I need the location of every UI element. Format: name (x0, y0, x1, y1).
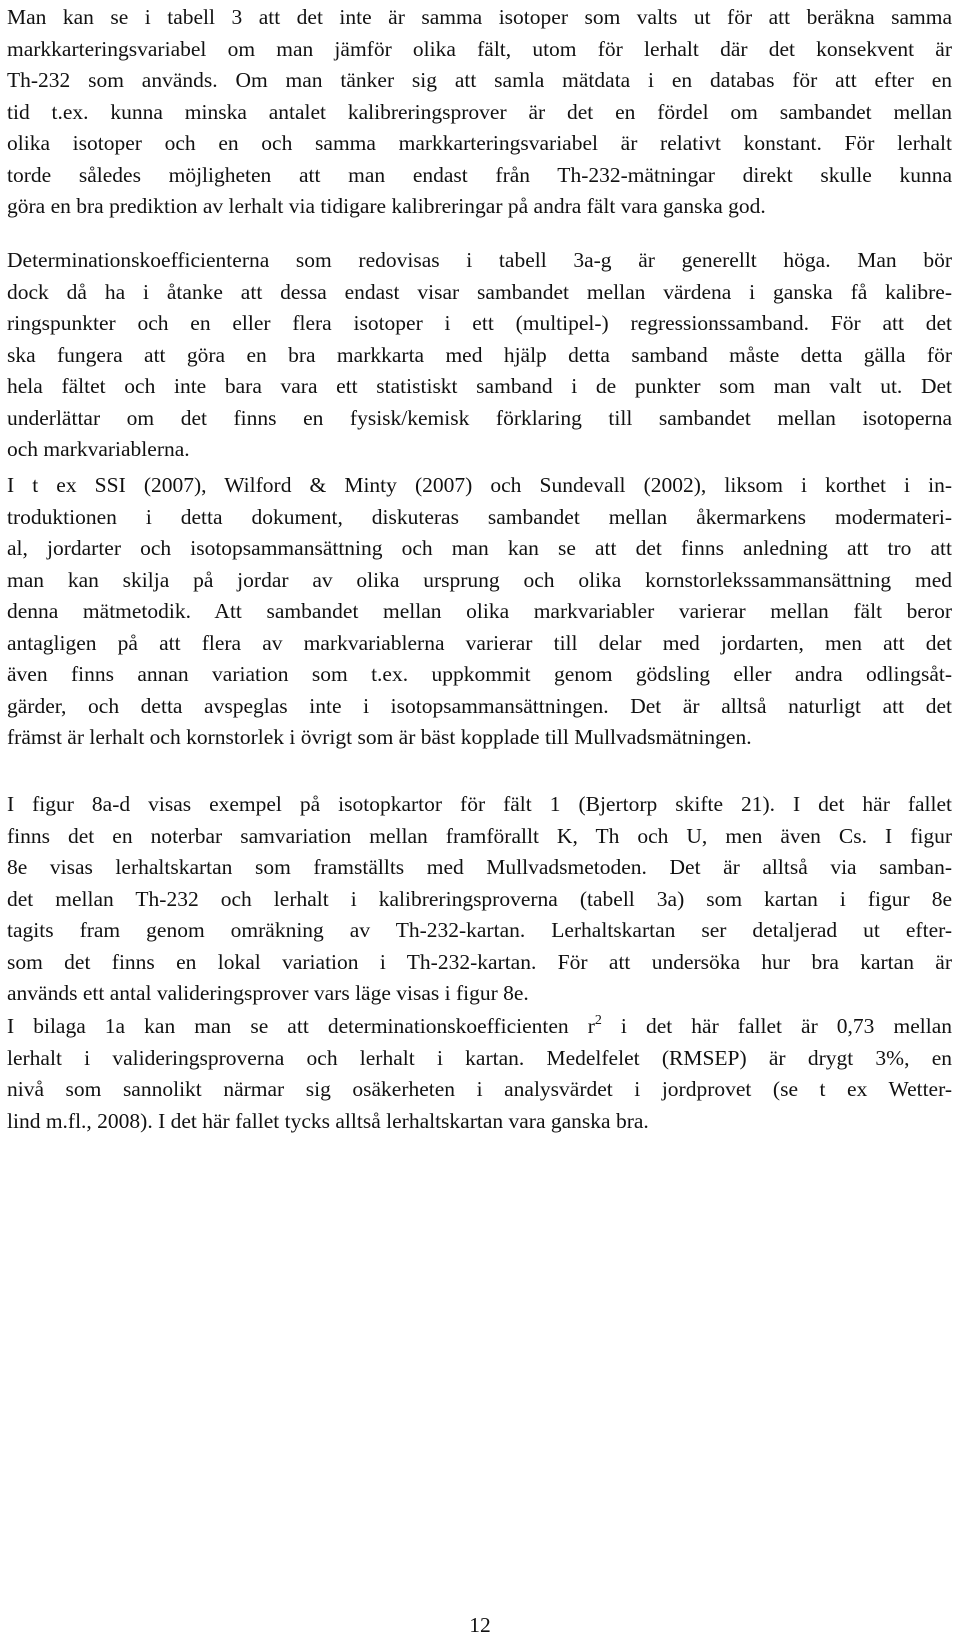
text-line: I t ex SSI (2007), Wilford & Minty (2007) och Sundevall (2002), liksom i korthet i in- (7, 473, 952, 497)
text-line: Th-232 som används. Om man tänker sig att samla mätdata i en databas för att efter en (7, 68, 952, 92)
text-line: nivå som sannolikt närmar sig osäkerheten i analysvärdet i jordprovet (se t ex Wetter- (7, 1077, 952, 1101)
text-line: olika isotoper och en och samma markkarteringsvariabel är relativt konstant. För lerhalt (7, 131, 952, 155)
text-segment: i det här fallet är 0,73 mellan (601, 1014, 952, 1038)
text-line: det mellan Th-232 och lerhalt i kalibreringsproverna (tabell 3a) som kartan i figur 8e (7, 886, 952, 911)
superscript: 2 (594, 1013, 602, 1028)
text-line: och markvariablerna. (7, 437, 190, 461)
text-line: man kan skilja på jordar av olika ursprung och olika kornstorlekssammansättning med (7, 567, 952, 592)
text-line: används ett antal valideringsprover vars läge visas i figur 8e. (7, 981, 529, 1005)
text-line: Determinationskoefficienterna som redovisas i tabell 3a-g är generellt höga. Man bör (7, 248, 952, 272)
text-line: al, jordarter och isotopsammansättning och man kan se att det finns anledning att tro att (7, 536, 952, 560)
text-line: markkarteringsvariabel om man jämför olika fält, utom för lerhalt där det konsekvent är (7, 36, 952, 61)
text-line: 8e visas lerhaltskartan som framställts med Mullvadsmetoden. Det är alltså via samban- (7, 855, 952, 879)
paragraph-literature-discussion (7, 470, 952, 754)
text-line: lind m.fl., 2008). I det här fallet tycks alltså lerhaltskartan vara ganska bra. (7, 1108, 649, 1133)
text-line: ska fungera att göra en bra markkarta med hjälp detta samband måste detta gälla för (7, 342, 952, 367)
text-line: lerhalt i valideringsproverna och lerhalt i kartan. Medelfelet (RMSEP) är drygt 3%, en (7, 1045, 952, 1070)
paragraph-isotope-selection (7, 2, 952, 223)
text-line: Man kan se i tabell 3 att det inte är samma isotoper som valts ut för att beräkna samma (7, 5, 952, 29)
text-line: denna mätmetodik. Att sambandet mellan olika markvariabler varierar mellan fält beror (7, 599, 952, 623)
text-line: troduktionen i detta dokument, diskuteras sambandet mellan åkermarkens modermateri- (7, 504, 952, 529)
text-line: torde således möjligheten att man endast från Th-232-mätningar direkt skulle kunna (7, 162, 952, 187)
text-line: dock då ha i åtanke att dessa endast visar sambandet mellan värdena i ganska få kalibre- (7, 279, 952, 304)
text-line: antagligen på att flera av markvariablerna varierar till delar med jordarten, men att det (7, 630, 952, 655)
text-line: finns det en noterbar samvariation mellan framförallt K, Th och U, men även Cs. I figur (7, 823, 952, 848)
text-line: underlättar om det finns en fysisk/kemisk förklaring till sambandet mellan isotoperna (7, 405, 952, 430)
text-segment: I bilaga 1a kan man se att determinationskoefficienten r (7, 1014, 595, 1038)
text-line: främst är lerhalt och kornstorlek i övrigt som är bäst kopplade till Mullvadsmätningen. (7, 725, 752, 749)
paragraph-appendix-validation (7, 1011, 952, 1137)
page-number: 12 (469, 1613, 491, 1637)
text-line: även finns annan variation som t.ex. uppkommit genom gödsling eller andra odlingsåt- (7, 662, 952, 686)
text-line: I figur 8a-d visas exempel på isotopkartor för fält 1 (Bjertorp skifte 21). I det här fallet (7, 792, 952, 816)
text-line: tagits fram genom omräkning av Th-232-kartan. Lerhaltskartan ser detaljerad ut efter- (7, 918, 952, 942)
text-line: gärder, och detta avspeglas inte i isotopsammansättningen. Det är alltså naturligt att det (7, 693, 952, 718)
text-line: som det finns en lokal variation i Th-232-kartan. För att undersöka hur bra kartan är (7, 949, 952, 974)
text-line: hela fältet och inte bara vara ett statistiskt samband i de punkter som man valt ut. Det (7, 374, 952, 398)
paragraph-determination-coefficients (7, 245, 952, 466)
paragraph-figure-8 (7, 789, 952, 1010)
text-line: tid t.ex. kunna minska antalet kalibreringsprover är det en fördel om sambandet mellan (7, 99, 952, 124)
text-line: göra en bra prediktion av lerhalt via tidigare kalibreringar på andra fält vara ganska god. (7, 194, 766, 218)
text-line (7, 1011, 952, 1043)
text-line: ringspunkter och en eller flera isotoper i ett (multipel-) regressionssamband. För att det (7, 311, 952, 335)
